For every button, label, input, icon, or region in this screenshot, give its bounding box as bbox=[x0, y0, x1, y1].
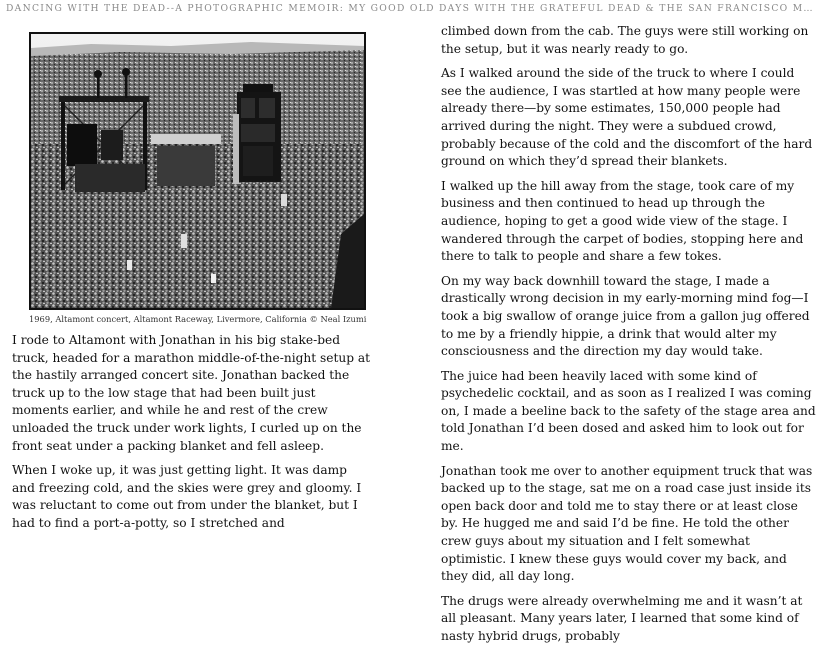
right-column bbox=[441, 23, 816, 653]
paragraph: climbed down from the cab. The guys were still working on the setup, but it was nearly ready to go. bbox=[441, 24, 809, 56]
paragraph: I rode to Altamont with Jonathan in his big stake-bed truck, headed for a marathon middle-of-the-night setup at the hastily arranged concert site. Jonathan backed the truck up to the low stage that had been built just moments earlier, and while he and rest of the crew unloaded the truck under work lights, I curled up on the front seat under a packing blanket and fell asleep. bbox=[12, 333, 371, 453]
paragraph: The juice had been heavily laced with some kind of psychedelic cocktail, and as soon as I realized I was coming on, I made a beeline back to the safety of the stage area and told Jonathan I’d been dosed and asked him to look out for me. bbox=[441, 368, 816, 454]
paragraph: On my way back downhill toward the stage, I made a drastically wrong decision in my early-morning mind fog—I took a big swallow of orange juice from a gallon jug offered to me by a friendly hippie, a drink that would alter my consciousness and the direction my day would take. bbox=[441, 273, 810, 359]
left-column bbox=[12, 332, 372, 540]
paragraph: As I walked around the side of the truck to where I could see the audience, I was startled at how many people were already there—by some estimates, 150,000 people had arrived during the night. They were a subdued crowd, probably because of the cold and the discomfort of the hard ground on which they’d spread their blankets. bbox=[441, 66, 813, 169]
photo-caption: 1969, Altamont concert, Altamont Raceway, Livermore, California © Neal Izumi bbox=[29, 314, 367, 324]
paragraph: The drugs were already overwhelming me and it wasn’t at all pleasant. Many years later, I learned that some kind of nasty hybrid drugs, probably bbox=[441, 593, 803, 643]
paragraph: When I woke up, it was just getting light. It was damp and freezing cold, and the skies were grey and gloomy. I was reluctant to come out from under the blanket, but I had to find a port-a-potty, so I stretched and bbox=[12, 463, 362, 530]
paragraph: Jonathan took me over to another equipment truck that was backed up to the stage, sat me on a road case just inside its open back door and told me to stay there or at least close by. He hugged me and said I’d be fine. He told the other crew guys about my situation and I felt somewhat optimistic. I knew these guys would cover my back, and they did, all day long. bbox=[441, 463, 813, 584]
paragraph: I walked up the hill away from the stage, took care of my business and then continued to head up through the audience, hoping to get a good wide view of the stage. I wandered through the carpet of bodies, stopping here and there to talk to people and share a few tokes. bbox=[441, 178, 804, 264]
running-header: DANCING WITH THE DEAD--A PHOTOGRAPHIC MEMOIR: MY GOOD OLD DAYS WITH THE GRATEFUL DEAD & THE SAN FRANCISCO M… bbox=[6, 3, 814, 14]
concert-photo bbox=[29, 32, 366, 310]
